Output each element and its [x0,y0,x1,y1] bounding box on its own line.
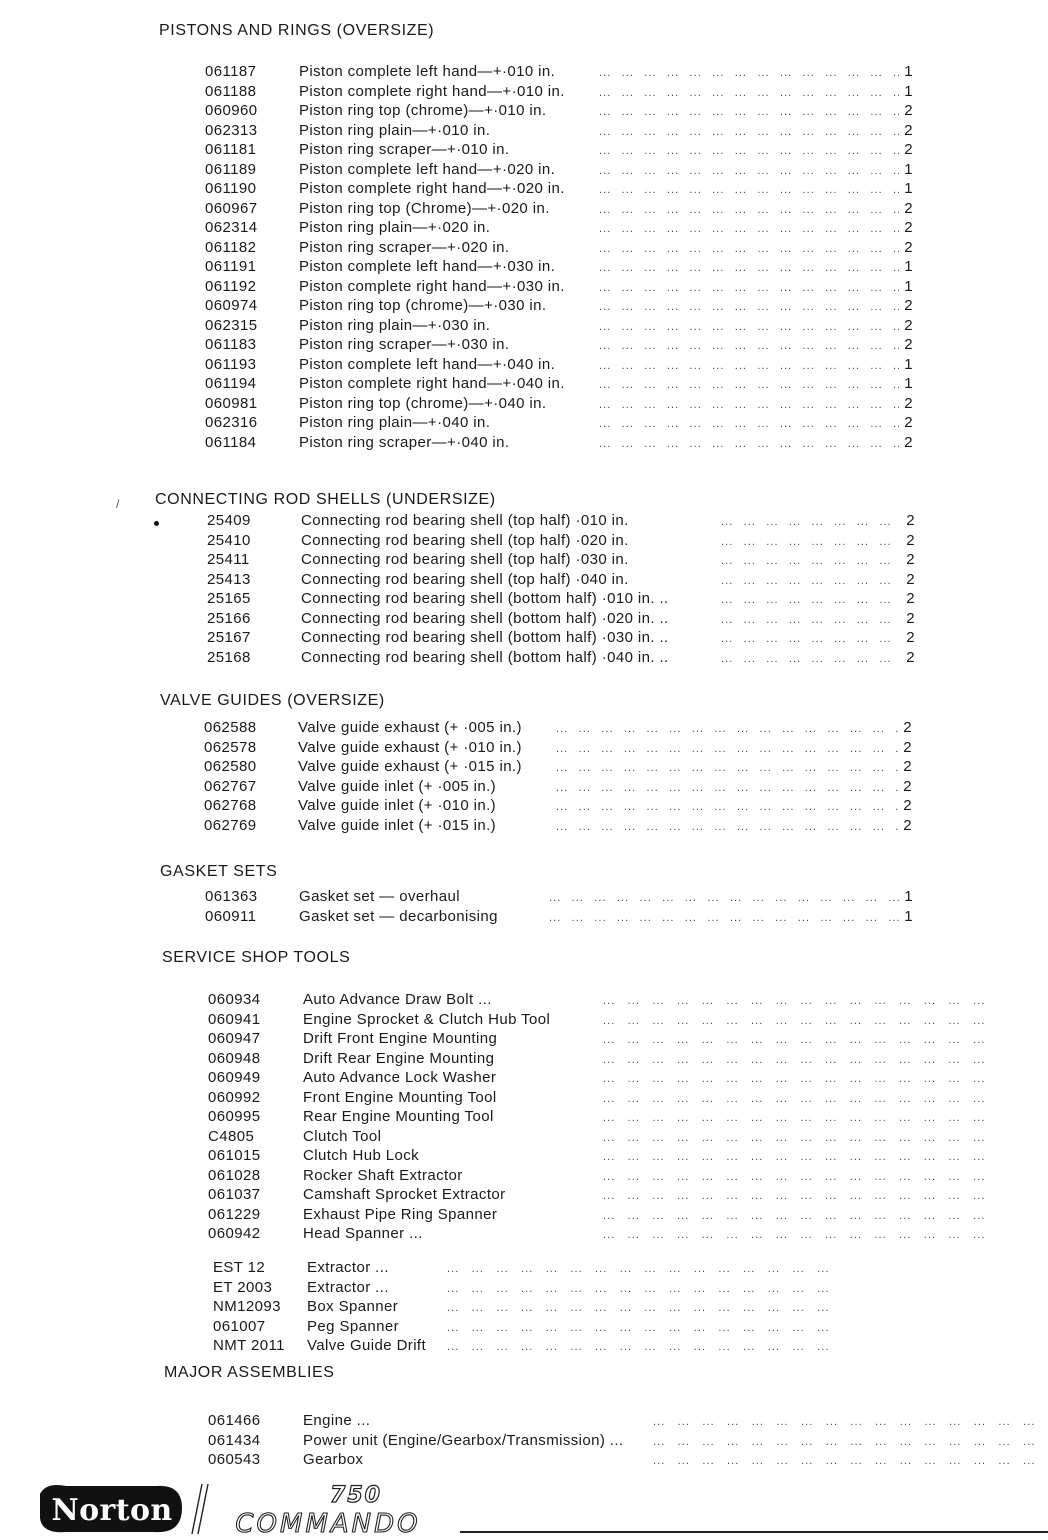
quantity: 2 [906,629,915,646]
parts-row [213,1258,1021,1278]
leader-dots [549,887,899,909]
part-description: Piston ring top (chrome)—+·030 in. [299,297,547,314]
part-number: 061015 [208,1147,261,1164]
part-number: 061191 [205,258,257,275]
part-description: Clutch Hub Lock [303,1147,420,1164]
majors-list [208,1411,1038,1470]
part-number: 060942 [208,1225,261,1242]
gaskets-heading: GASKET SETS [160,863,278,880]
guides-list [204,718,912,835]
norton-logo [36,1478,186,1538]
part-description: Piston ring scraper—+·020 in. [299,238,510,256]
leader-dots [603,1049,1038,1071]
part-number: ET 2003 [213,1278,273,1296]
part-description: Piston complete left hand—+·030 in. [299,258,556,275]
leader-dots [653,1450,1038,1472]
part-number: 061184 [205,433,257,451]
tools-list [208,990,1038,1244]
leader-dots [603,1127,1038,1149]
parts-row [205,433,913,453]
parts-row [213,1297,1021,1317]
quantity: 2 [904,121,913,139]
quantity: 2 [903,758,912,775]
part-description: Extractor ... [307,1259,389,1276]
parts-row [204,777,912,797]
leader-dots [721,531,901,553]
quantity: 2 [903,777,912,795]
parts-row [205,355,913,375]
norton-logo-text: Norton [51,1493,173,1528]
part-description: Clutch Tool [303,1127,382,1145]
part-description: Connecting rod bearing shell (top half) ·030 in. [301,551,629,568]
leader-dots [603,1185,1038,1207]
leader-dots [599,101,899,123]
leader-dots [599,82,899,104]
margin-bullet [154,521,159,526]
leader-dots [599,62,899,84]
tools-heading: SERVICE SHOP TOOLS [162,949,351,966]
part-number: 25168 [207,648,251,666]
part-number: 061194 [205,375,257,392]
leader-dots [721,609,901,631]
parts-row [208,1010,1038,1030]
parts-row [208,1185,1038,1205]
leader-dots [603,1029,1038,1051]
part-description: Engine ... [303,1412,371,1429]
parts-row [208,1224,1038,1244]
part-description: Piston ring scraper—+·030 in. [299,336,510,353]
quantity: 1 [904,180,913,197]
quantity: 2 [906,570,915,588]
quantity: 2 [904,414,913,431]
parts-row [205,140,913,160]
quantity: 2 [904,102,913,119]
quantity: 1 [904,375,913,392]
part-description: Auto Advance Lock Washer [303,1069,497,1086]
parts-row [207,609,915,629]
part-number: 062768 [204,797,257,814]
leader-dots [556,777,898,799]
majors-heading: MAJOR ASSEMBLIES [164,1364,335,1381]
leader-dots [549,907,899,929]
parts-row [208,1068,1038,1088]
part-number: NM12093 [213,1298,281,1315]
quantity: 1 [904,277,913,295]
quantity: 1 [904,907,913,925]
part-description: Piston complete right hand—+·020 in. [299,180,565,197]
part-number: 062578 [204,738,257,756]
parts-row [208,1450,1038,1470]
part-number: 060934 [208,991,261,1008]
part-description: Gasket set — overhaul [299,888,460,905]
part-number: 061183 [205,336,257,353]
parts-row [208,1049,1038,1069]
leader-dots [447,1258,1021,1280]
parts-row [208,1088,1038,1108]
parts-row [205,316,913,336]
part-number: 061363 [205,888,258,905]
part-description: Valve guide inlet (+ ·010 in.) [298,797,497,814]
leader-dots [603,1010,1038,1032]
parts-row [204,757,912,777]
quantity: 1 [904,63,913,80]
part-number: 061434 [208,1431,261,1449]
part-number: 25410 [207,531,251,549]
part-number: 060947 [208,1030,261,1047]
quantity: 2 [904,316,913,334]
part-number: 060960 [205,102,258,119]
part-number: 060941 [208,1010,261,1028]
part-description: Piston ring scraper—+·040 in. [299,433,510,451]
part-number: 061190 [205,180,257,197]
leader-dots [599,413,899,435]
quantity: 2 [903,719,912,736]
leader-dots [603,1146,1038,1168]
pistons-list [205,62,913,452]
part-description: Exhaust Pipe Ring Spanner [303,1205,498,1223]
leader-dots [603,1068,1038,1090]
parts-row [207,550,915,570]
part-description: Piston complete left hand—+·010 in. [299,63,556,80]
parts-row [205,179,913,199]
part-number: 061229 [208,1205,261,1223]
quantity: 2 [904,238,913,256]
parts-row [208,990,1038,1010]
parts-row [208,1166,1038,1186]
leader-dots [603,1107,1038,1129]
part-description: Piston ring plain—+·010 in. [299,121,491,139]
part-number: 25167 [207,629,251,646]
parts-row [208,1127,1038,1147]
part-number: 061182 [205,238,257,256]
parts-row [204,718,912,738]
part-number: EST 12 [213,1259,266,1276]
part-number: 061192 [205,277,257,295]
footer-rule [460,1531,1048,1533]
part-description: Valve guide inlet (+ ·015 in.) [298,816,497,834]
parts-row [205,62,913,82]
part-description: Piston ring plain—+·030 in. [299,316,491,334]
part-number: 062313 [205,121,258,139]
parts-row [205,82,913,102]
quantity: 2 [903,816,912,834]
part-number: 061193 [205,355,257,373]
quantity: 2 [906,512,915,529]
leader-dots [447,1297,1021,1319]
rods-list [207,511,915,667]
parts-row [204,816,912,836]
part-number: 062315 [205,316,258,334]
part-description: Rocker Shaft Extractor [303,1166,463,1184]
part-description: Gasket set — decarbonising [299,907,498,925]
part-description: Box Spanner [307,1298,399,1315]
leader-dots [721,648,901,670]
parts-row [207,531,915,551]
parts-row [207,589,915,609]
part-description: Piston ring top (chrome)—+·010 in. [299,102,547,119]
part-description: Valve guide exhaust (+ ·010 in.) [298,738,522,756]
leader-dots [599,179,899,201]
part-description: Gearbox [303,1451,364,1468]
quantity: 2 [903,738,912,756]
part-description: Power unit (Engine/Gearbox/Transmission) ... [303,1431,624,1449]
part-number: 060543 [208,1451,261,1468]
part-description: Piston ring top (chrome)—+·040 in. [299,394,547,412]
part-description: Connecting rod bearing shell (bottom half) ·020 in. .. [301,609,669,627]
parts-row [205,218,913,238]
part-number: 061187 [205,63,257,80]
parts-row [205,121,913,141]
quantity: 1 [904,82,913,100]
part-number: 060992 [208,1088,261,1106]
leader-dots [721,589,901,611]
quantity: 2 [904,141,913,158]
parts-row [208,1029,1038,1049]
parts-row [205,335,913,355]
part-number: 061007 [213,1317,266,1335]
part-number: 062769 [204,816,257,834]
parts-row [204,796,912,816]
leader-dots [447,1317,1021,1339]
leader-dots [603,1224,1038,1246]
parts-row [205,160,913,180]
part-description: Piston complete right hand—+·040 in. [299,375,565,392]
parts-row [208,1205,1038,1225]
leader-dots [599,355,899,377]
leader-dots [599,140,899,162]
part-description: Head Spanner ... [303,1225,423,1242]
quantity: 2 [903,797,912,814]
part-number: 062314 [205,219,258,236]
parts-row [205,394,913,414]
quantity: 2 [906,609,915,627]
leader-dots [599,238,899,260]
leader-dots [599,277,899,299]
parts-row [205,907,913,927]
part-number: 062580 [204,758,257,775]
part-description: Connecting rod bearing shell (bottom half) ·010 in. .. [301,590,669,607]
part-number: 060967 [205,199,258,217]
rods-heading: CONNECTING ROD SHELLS (UNDERSIZE) [155,491,496,508]
part-number: 061189 [205,160,257,178]
quantity: 2 [906,648,915,666]
leader-dots [599,374,899,396]
commando-logo [178,1478,468,1538]
parts-row [205,238,913,258]
part-description: Connecting rod bearing shell (top half) ·040 in. [301,570,629,588]
parts-row [205,374,913,394]
part-description: Valve guide exhaust (+ ·015 in.) [298,758,522,775]
part-number: 061466 [208,1412,261,1429]
parts-row [207,628,915,648]
part-description: Connecting rod bearing shell (bottom half) ·040 in. .. [301,648,669,666]
leader-dots [653,1411,1038,1433]
part-description: Valve Guide Drift [307,1337,427,1354]
part-description: Engine Sprocket & Clutch Hub Tool [303,1010,551,1028]
leader-dots [556,738,898,760]
parts-row [213,1336,1021,1356]
leader-dots [721,570,901,592]
parts-row [208,1411,1038,1431]
leader-dots [603,1088,1038,1110]
quantity: 1 [904,355,913,373]
leader-dots [721,550,901,572]
parts-row [205,199,913,219]
margin-mark: / [116,497,120,511]
part-number: 060948 [208,1049,261,1067]
leader-dots [599,121,899,143]
part-description: Camshaft Sprocket Extractor [303,1186,506,1203]
part-number: 062588 [204,719,257,736]
commando-model-name: COMMANDO [235,1509,421,1538]
leader-dots [603,1166,1038,1188]
part-description: Piston complete right hand—+·010 in. [299,82,565,100]
quantity: 1 [904,888,913,905]
pistons-heading: PISTONS AND RINGS (OVERSIZE) [159,22,435,39]
part-description: Connecting rod bearing shell (bottom half) ·030 in. .. [301,629,669,646]
quantity: 1 [904,258,913,275]
part-description: Connecting rod bearing shell (top half) ·010 in. [301,512,629,529]
tools-extra-list [213,1258,1021,1356]
part-number: 060981 [205,394,258,412]
parts-row [207,648,915,668]
leader-dots [447,1278,1021,1300]
part-description: Piston ring scraper—+·010 in. [299,141,510,158]
part-description: Drift Front Engine Mounting [303,1030,498,1047]
quantity: 1 [904,160,913,178]
leader-dots [599,199,899,221]
part-number: 060911 [205,907,257,925]
parts-row [205,257,913,277]
guides-heading: VALVE GUIDES (OVERSIZE) [160,692,385,709]
part-description: Peg Spanner [307,1317,399,1335]
leader-dots [603,990,1038,1012]
part-number: 25409 [207,512,251,529]
parts-row [208,1431,1038,1451]
leader-dots [599,433,899,455]
part-description: Piston ring plain—+·040 in. [299,414,491,431]
leader-dots [599,394,899,416]
part-number: 061037 [208,1186,261,1203]
part-description: Piston complete left hand—+·020 in. [299,160,556,178]
leader-dots [599,160,899,182]
quantity: 2 [906,551,915,568]
part-number: 061188 [205,82,257,100]
leader-dots [556,816,898,838]
part-number: 061028 [208,1166,261,1184]
leader-dots [721,511,901,533]
part-number: 25413 [207,570,251,588]
part-number: 061181 [205,141,257,158]
commando-model-number: 750 [330,1483,382,1508]
leader-dots [556,757,898,779]
parts-row [208,1146,1038,1166]
part-number: 060949 [208,1069,261,1086]
quantity: 2 [904,219,913,236]
part-number: 060974 [205,297,258,314]
part-number: 060995 [208,1108,261,1125]
leader-dots [721,628,901,650]
part-number: C4805 [208,1127,255,1145]
part-description: Valve guide inlet (+ ·005 in.) [298,777,497,795]
quantity: 2 [904,433,913,451]
leader-dots [556,796,898,818]
part-description: Auto Advance Draw Bolt ... [303,991,492,1008]
parts-row [208,1107,1038,1127]
leader-dots [599,257,899,279]
parts-row [205,101,913,121]
part-description: Drift Rear Engine Mounting [303,1049,495,1067]
parts-row [213,1278,1021,1298]
leader-dots [556,718,898,740]
part-description: Rear Engine Mounting Tool [303,1108,494,1125]
parts-row [204,738,912,758]
leader-dots [599,335,899,357]
quantity: 2 [906,531,915,549]
part-number: 25165 [207,590,251,607]
parts-row [213,1317,1021,1337]
part-description: Front Engine Mounting Tool [303,1088,497,1106]
leader-dots [599,218,899,240]
part-description: Valve guide exhaust (+ ·005 in.) [298,719,522,736]
part-description: Piston ring top (Chrome)—+·020 in. [299,199,550,217]
part-description: Connecting rod bearing shell (top half) ·020 in. [301,531,629,549]
parts-row [205,296,913,316]
parts-row [205,887,913,907]
part-number: 25166 [207,609,251,627]
part-description: Piston ring plain—+·020 in. [299,219,491,236]
part-description: Extractor ... [307,1278,389,1296]
leader-dots [653,1431,1038,1453]
part-number: NMT 2011 [213,1337,285,1354]
gaskets-list [205,887,913,926]
part-description: Piston complete right hand—+·030 in. [299,277,565,295]
quantity: 2 [904,394,913,412]
quantity: 2 [906,590,915,607]
parts-row [207,570,915,590]
part-number: 062767 [204,777,257,795]
leader-dots [603,1205,1038,1227]
parts-row [207,511,915,531]
part-number: 062316 [205,414,258,431]
parts-row [205,277,913,297]
quantity: 2 [904,199,913,217]
leader-dots [599,296,899,318]
leader-dots [599,316,899,338]
part-number: 25411 [207,551,250,568]
parts-row [205,413,913,433]
leader-dots [447,1336,1021,1358]
part-description: Piston complete left hand—+·040 in. [299,355,556,373]
quantity: 2 [904,297,913,314]
quantity: 2 [904,336,913,353]
